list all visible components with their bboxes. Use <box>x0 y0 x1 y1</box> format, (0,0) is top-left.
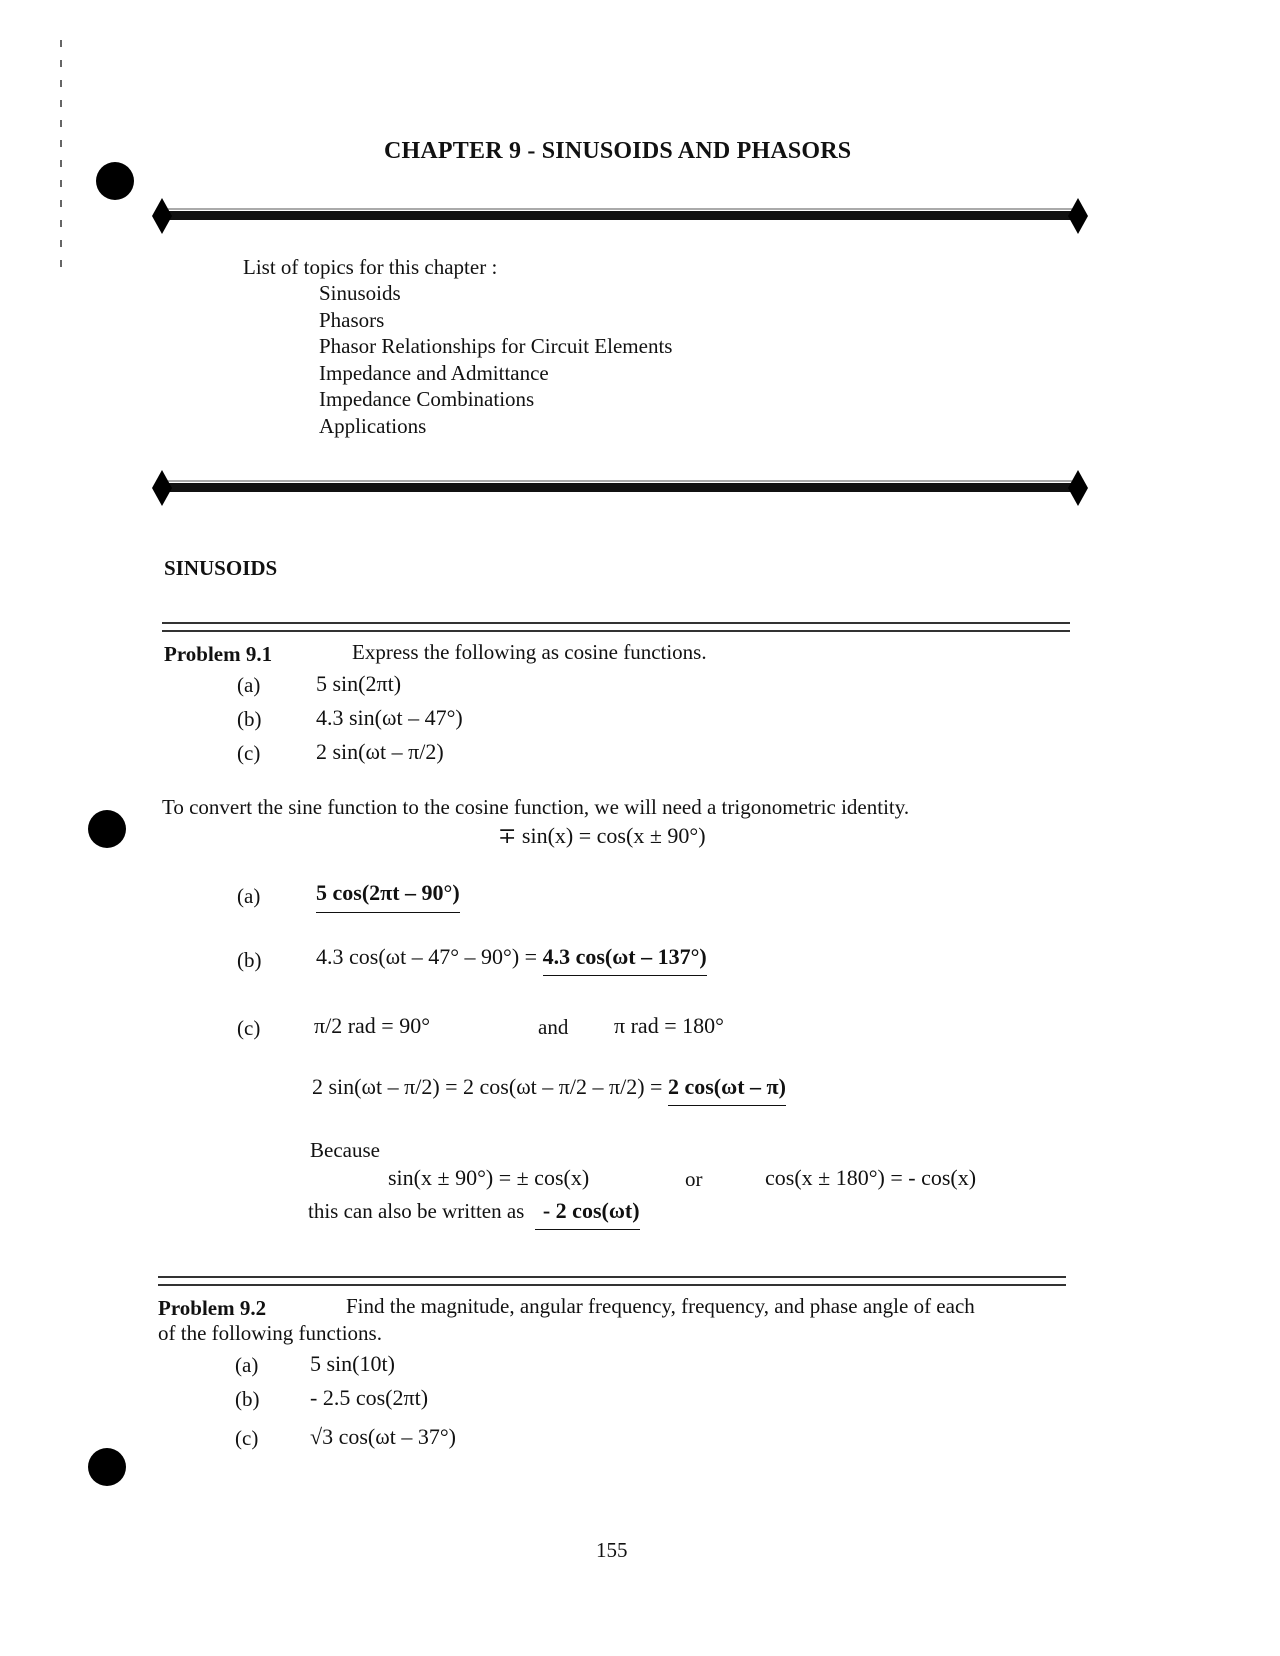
part-expression: 5 sin(10t) <box>310 1351 395 1376</box>
topic-item: Sinusoids <box>319 281 401 305</box>
part-letter: (b) <box>235 1387 260 1411</box>
topic-item: Impedance and Admittance <box>319 361 549 385</box>
problem-divider <box>158 1276 1066 1286</box>
part-expression: - 2.5 cos(2πt) <box>310 1385 429 1410</box>
part-expression: 5 sin(2πt) <box>316 671 402 696</box>
work-c: 2 sin(ωt – π/2) = 2 cos(ωt – π/2 – π/2) = <box>312 1074 668 1099</box>
alternate-form <box>308 1198 640 1224</box>
part-letter: (a) <box>237 673 261 697</box>
solution-letter: (b) <box>237 948 262 972</box>
binder-hole-middle <box>88 810 126 848</box>
identity-or: or <box>685 1167 703 1191</box>
problem-prompt-continued: of the following functions. <box>158 1321 382 1345</box>
part-letter: (a) <box>235 1353 259 1377</box>
topics-heading: List of topics for this chapter : <box>243 255 498 279</box>
part-expression: √3 cos(ωt – 37°) <box>310 1424 456 1449</box>
alternate-answer: - 2 cos(ωt) <box>535 1198 640 1230</box>
part-letter: (c) <box>235 1426 259 1450</box>
alternate-text: this can also be written as <box>308 1199 525 1223</box>
problem-divider <box>162 622 1070 632</box>
work-b: 4.3 cos(ωt – 47° – 90°) = <box>316 944 543 969</box>
margin-tick-marks <box>60 40 62 275</box>
binder-hole-bottom <box>88 1448 126 1486</box>
problem-label: Problem 9.1 <box>164 642 273 666</box>
because-label: Because <box>310 1138 380 1162</box>
binder-hole-top <box>96 162 134 200</box>
topic-item: Phasor Relationships for Circuit Elements <box>319 334 673 358</box>
topic-item: Applications <box>319 414 427 438</box>
conversion-left: π/2 rad = 90° <box>314 1013 431 1038</box>
solution-work <box>312 1074 786 1100</box>
solution-letter: (a) <box>237 884 261 908</box>
conversion-right: π rad = 180° <box>614 1013 724 1038</box>
identity-left: sin(x ± 90°) = ± cos(x) <box>388 1165 590 1190</box>
chapter-title: CHAPTER 9 - SINUSOIDS AND PHASORS <box>384 138 852 164</box>
section-heading: SINUSOIDS <box>164 556 278 580</box>
topic-item: Impedance Combinations <box>319 387 535 411</box>
identity-equation: ∓ sin(x) = cos(x ± 90°) <box>498 823 706 848</box>
problem-prompt: Express the following as cosine functions. <box>352 640 707 664</box>
solution-work <box>316 944 707 970</box>
part-expression: 2 sin(ωt – π/2) <box>316 739 444 764</box>
top-diamond-rule <box>150 196 1090 236</box>
topic-item: Phasors <box>319 308 385 332</box>
problem-label: Problem 9.2 <box>158 1296 267 1320</box>
solution-letter: (c) <box>237 1016 261 1040</box>
part-letter: (b) <box>237 707 262 731</box>
conversion-and: and <box>538 1015 569 1039</box>
solution-intro: To convert the sine function to the cosine function, we will need a trigonometric identity. <box>162 795 910 819</box>
bottom-diamond-rule <box>150 468 1090 508</box>
part-expression: 4.3 sin(ωt – 47°) <box>316 705 463 730</box>
part-letter: (c) <box>237 741 261 765</box>
page-number: 155 <box>596 1538 628 1562</box>
answer-c: 2 cos(ωt – π) <box>668 1074 786 1106</box>
identity-right: cos(x ± 180°) = - cos(x) <box>765 1165 977 1190</box>
answer-b: 4.3 cos(ωt – 137°) <box>543 944 707 976</box>
problem-prompt: Find the magnitude, angular frequency, frequency, and phase angle of each <box>346 1294 975 1318</box>
answer-a: 5 cos(2πt – 90°) <box>316 880 460 913</box>
